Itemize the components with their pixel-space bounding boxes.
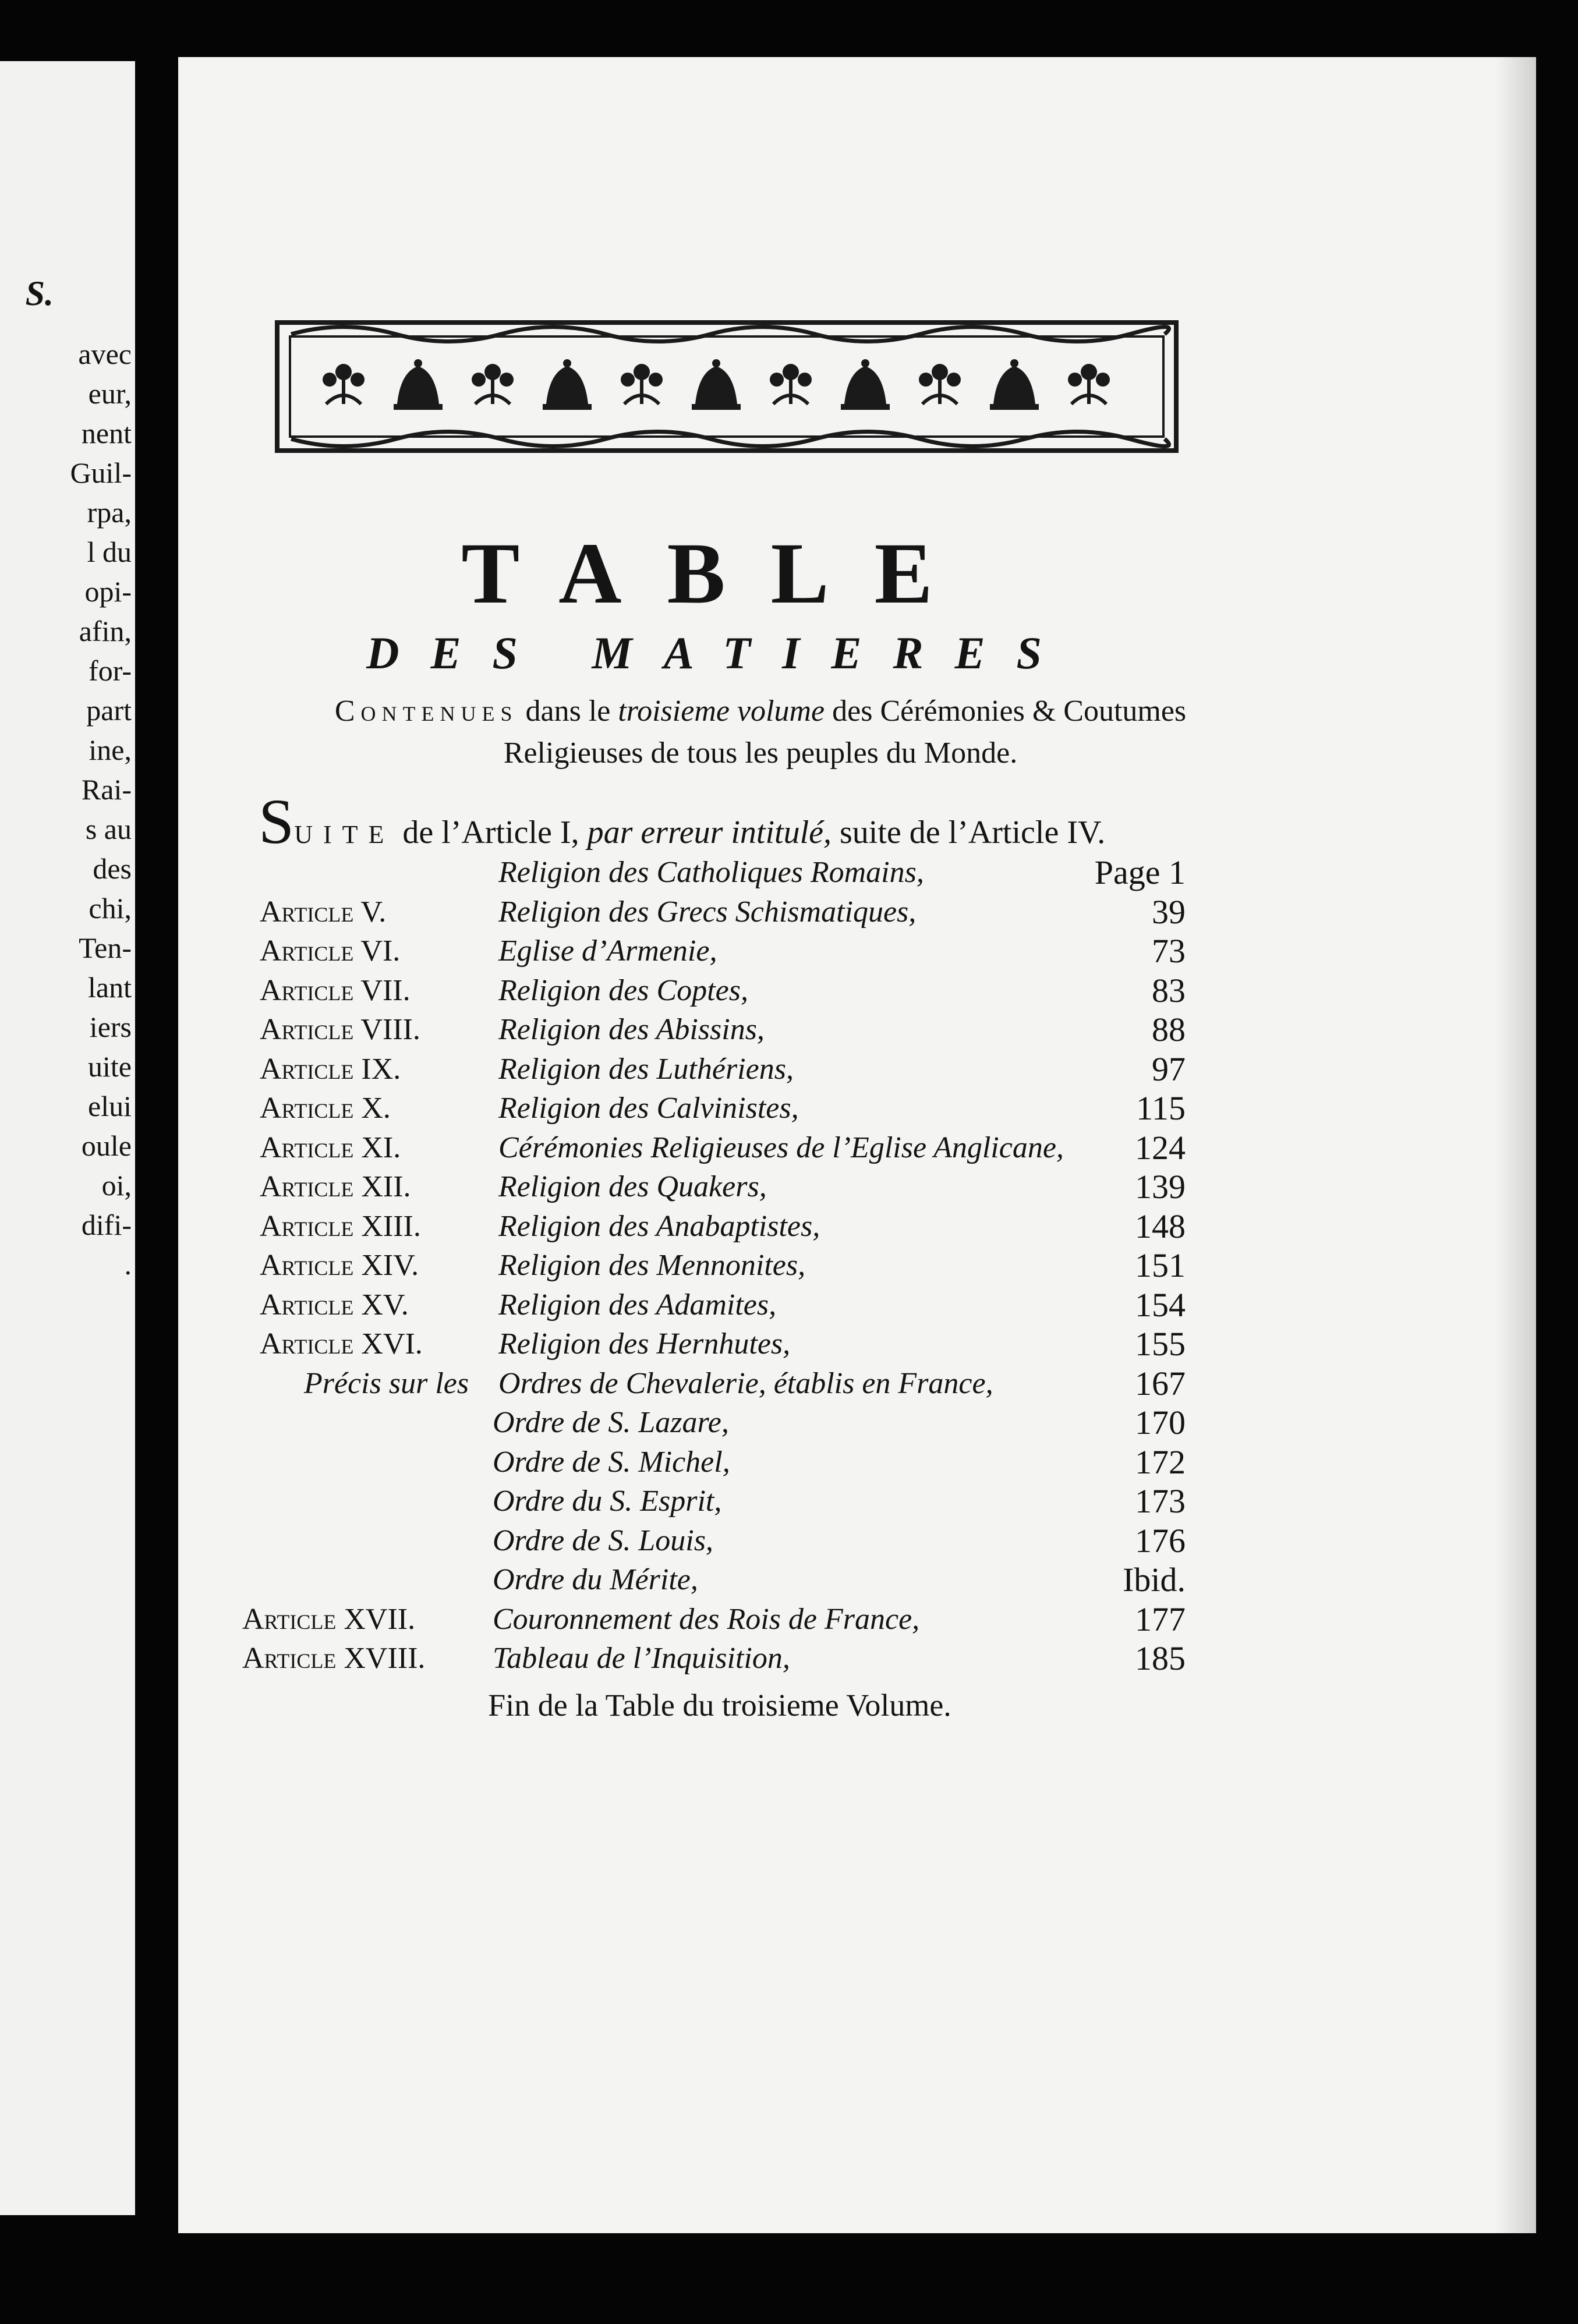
toc-page: 88 bbox=[1152, 1011, 1186, 1048]
toc-title: Ordre du Mérite, bbox=[493, 1563, 698, 1596]
toc-row bbox=[178, 1207, 1536, 1246]
left-page-line: lant bbox=[88, 971, 132, 1004]
left-page-line: part bbox=[86, 694, 132, 727]
toc-row bbox=[178, 1639, 1536, 1678]
toc-page: 185 bbox=[1135, 1639, 1186, 1677]
toc-row bbox=[178, 1286, 1536, 1324]
left-page-line: des bbox=[93, 852, 132, 885]
description-prefix: Contenues bbox=[334, 695, 518, 728]
page-title: TABLE bbox=[461, 525, 978, 622]
toc-page: 124 bbox=[1135, 1128, 1186, 1167]
toc-row bbox=[178, 932, 1536, 970]
toc-page: 170 bbox=[1135, 1404, 1186, 1441]
toc-article: Article XI. bbox=[260, 1131, 401, 1164]
toc-title: Cérémonies Religieuses de l’Eglise Anglicane, bbox=[498, 1131, 1064, 1164]
left-page-line: s au bbox=[85, 813, 132, 845]
description-text: dans le bbox=[518, 695, 618, 728]
left-page-line: Rai- bbox=[81, 773, 132, 806]
toc-row bbox=[178, 1561, 1536, 1599]
left-page-line: eur, bbox=[88, 377, 132, 410]
toc-page: 173 bbox=[1135, 1482, 1186, 1520]
toc-page: 151 bbox=[1135, 1246, 1186, 1284]
toc-page: 73 bbox=[1152, 932, 1186, 970]
toc-article: Article XVI. bbox=[260, 1327, 423, 1361]
description-line-2: Religieuses de tous les peuples du Monde. bbox=[503, 736, 1018, 770]
toc-page: 167 bbox=[1135, 1364, 1186, 1402]
left-page-line: elui bbox=[88, 1090, 132, 1122]
toc-title: Ordre de S. Michel, bbox=[493, 1445, 730, 1479]
toc-title: Religion des Coptes, bbox=[498, 973, 748, 1007]
toc-row bbox=[178, 1050, 1536, 1089]
toc-title: Tableau de l’Inquisition, bbox=[493, 1642, 790, 1675]
toc-row bbox=[178, 1365, 1536, 1403]
left-page-line: chi, bbox=[89, 892, 132, 924]
left-page-line: uite bbox=[88, 1050, 132, 1083]
description-text-2: des Cérémonies & Coutumes bbox=[825, 695, 1187, 728]
toc-title: Religion des Mennonites, bbox=[498, 1249, 806, 1282]
page-subtitle: DES MATIERES bbox=[366, 628, 1073, 678]
toc-row bbox=[178, 1482, 1536, 1521]
toc-page: 83 bbox=[1152, 971, 1186, 1009]
left-page-line: Guil- bbox=[70, 456, 132, 489]
left-page-line: opi- bbox=[84, 575, 132, 608]
left-page-line: nent bbox=[81, 417, 132, 449]
toc-article: Article VII. bbox=[260, 973, 411, 1007]
toc-row bbox=[178, 1011, 1536, 1049]
toc-article: Article V. bbox=[260, 895, 387, 929]
suite-caps: UITE bbox=[294, 820, 395, 849]
toc-row bbox=[178, 893, 1536, 931]
toc-page: 115 bbox=[1136, 1089, 1186, 1127]
left-page-fragment bbox=[0, 61, 135, 2215]
toc-title: Ordre du S. Esprit, bbox=[493, 1485, 722, 1518]
toc-article: Article X. bbox=[260, 1092, 391, 1125]
toc-page: Ibid. bbox=[1123, 1561, 1186, 1599]
toc-title: Ordres de Chevalerie, établis en France, bbox=[498, 1366, 993, 1400]
toc-article: Article XVII. bbox=[242, 1602, 416, 1636]
toc-page: 177 bbox=[1135, 1600, 1186, 1638]
toc-page: 139 bbox=[1135, 1168, 1186, 1206]
left-page-line: . bbox=[124, 1248, 132, 1281]
toc-title: Couronnement des Rois de France, bbox=[493, 1602, 920, 1636]
toc-article: Précis sur les bbox=[304, 1366, 469, 1400]
toc-row bbox=[178, 1522, 1536, 1560]
toc-title: Eglise d’Armenie, bbox=[498, 934, 717, 968]
table-footer: Fin de la Table du troisieme Volume. bbox=[488, 1688, 951, 1723]
toc-row bbox=[178, 853, 1536, 892]
toc-page: 154 bbox=[1135, 1285, 1186, 1324]
toc-page: Page 1 bbox=[1094, 853, 1186, 891]
suite-italic: par erreur intitulé, bbox=[587, 814, 832, 851]
toc-title: Religion des Calvinistes, bbox=[498, 1092, 799, 1125]
toc-row bbox=[178, 1089, 1536, 1128]
toc-article: Article XVIII. bbox=[242, 1642, 426, 1675]
toc-article: Article IX. bbox=[260, 1052, 401, 1086]
left-page-heading: S. bbox=[25, 274, 54, 313]
toc-row bbox=[178, 1404, 1536, 1442]
toc-title: Ordre de S. Louis, bbox=[493, 1524, 713, 1557]
toc-title: Religion des Luthériens, bbox=[498, 1052, 794, 1086]
left-page-line: oi, bbox=[101, 1169, 132, 1202]
toc-row bbox=[178, 1129, 1536, 1167]
left-page-line: oule bbox=[81, 1129, 132, 1162]
left-page-line: afin, bbox=[79, 615, 132, 647]
toc-row bbox=[178, 1600, 1536, 1639]
toc-row bbox=[178, 1443, 1536, 1482]
toc-page: 155 bbox=[1135, 1325, 1186, 1363]
left-page-line: for- bbox=[89, 654, 132, 687]
left-page-line: avec bbox=[78, 338, 132, 370]
toc-article: Article VI. bbox=[260, 934, 401, 968]
toc-title: Religion des Anabaptistes, bbox=[498, 1209, 820, 1243]
toc-row bbox=[178, 1246, 1536, 1285]
description-italic: troisieme volume bbox=[618, 695, 825, 728]
toc-page: 148 bbox=[1135, 1207, 1186, 1245]
toc-title: Religion des Adamites, bbox=[498, 1288, 777, 1322]
left-page-line: l du bbox=[87, 536, 132, 568]
left-page-line: iers bbox=[89, 1011, 132, 1043]
suite-text-2: suite de l’Article IV. bbox=[832, 814, 1106, 851]
main-page bbox=[178, 57, 1536, 2233]
table-of-contents bbox=[178, 57, 1536, 2233]
left-page-line: Ten- bbox=[79, 931, 132, 964]
toc-row bbox=[178, 972, 1536, 1010]
toc-title: Religion des Catholiques Romains, bbox=[498, 856, 924, 889]
toc-article: Article XIII. bbox=[260, 1209, 421, 1243]
toc-article: Article VIII. bbox=[260, 1013, 420, 1046]
toc-row bbox=[178, 1325, 1536, 1363]
toc-article: Article XV. bbox=[260, 1288, 409, 1322]
toc-title: Religion des Hernhutes, bbox=[498, 1327, 791, 1361]
toc-title: Religion des Abissins, bbox=[498, 1013, 765, 1046]
toc-page: 39 bbox=[1152, 892, 1186, 931]
toc-page: 172 bbox=[1135, 1443, 1186, 1481]
toc-title: Religion des Grecs Schismatiques, bbox=[498, 895, 917, 929]
left-page-line: ine, bbox=[89, 734, 132, 766]
left-page-line: rpa, bbox=[87, 496, 132, 529]
suite-text: de l’Article I, bbox=[394, 814, 588, 851]
drop-cap: S bbox=[259, 786, 295, 857]
toc-row bbox=[178, 1168, 1536, 1206]
toc-page: 176 bbox=[1135, 1521, 1186, 1560]
left-page-line: difi- bbox=[81, 1209, 132, 1241]
toc-article: Article XII. bbox=[260, 1170, 411, 1203]
toc-title: Ordre de S. Lazare, bbox=[493, 1406, 729, 1439]
toc-article: Article XIV. bbox=[260, 1249, 419, 1282]
toc-title: Religion des Quakers, bbox=[498, 1170, 767, 1203]
toc-page: 97 bbox=[1152, 1050, 1186, 1088]
